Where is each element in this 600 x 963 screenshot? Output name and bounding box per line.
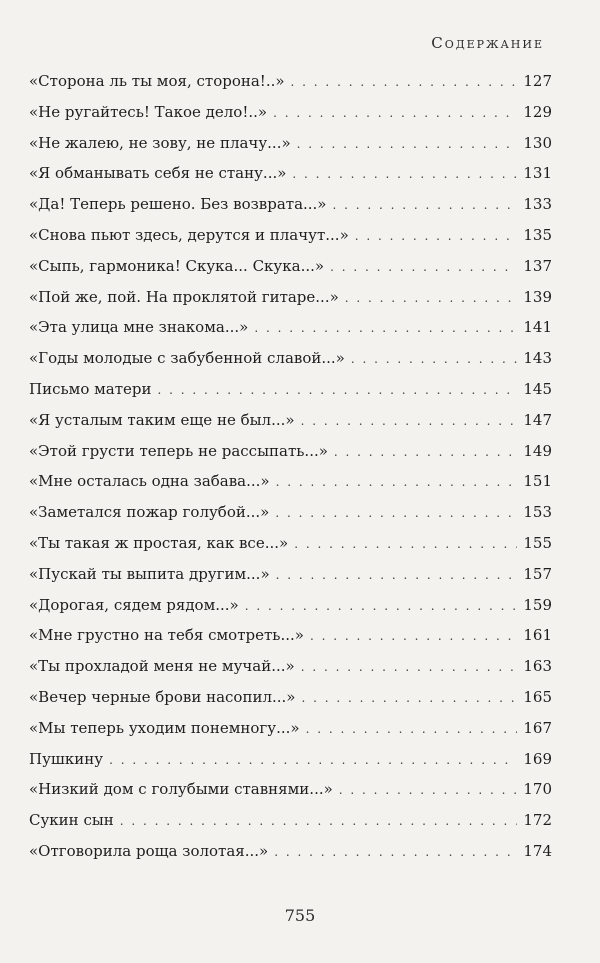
toc-entry-title: «Отговорила роща золотая...»: [29, 841, 269, 860]
dot-leader: [297, 129, 518, 160]
toc-entry-page: 159: [523, 595, 552, 614]
toc-entry-page: 139: [523, 287, 552, 306]
toc-entry-page: 167: [523, 718, 552, 737]
toc-entry-page: 149: [523, 441, 552, 460]
toc-entry: [29, 220, 552, 251]
toc-entry-page: 153: [523, 503, 552, 522]
toc-entry-page: 163: [523, 657, 552, 676]
toc-entry-title: «Годы молодые с забубенной славой...»: [29, 349, 345, 368]
toc-entry: [29, 744, 552, 775]
toc-entry-title: «Пой же, пой. На проклятой гитаре...»: [29, 287, 339, 306]
toc-entry-page: 143: [523, 349, 552, 368]
toc-entry-page: 127: [523, 72, 552, 90]
toc-entry-page: 133: [523, 195, 552, 214]
toc-entry-title: «Дорогая, сядем рядом...»: [29, 595, 239, 614]
toc-entry-title: «Я обманывать себя не стану...»: [29, 164, 287, 183]
toc-entry-title: «Не ругайтесь! Такое дело!..»: [29, 102, 268, 121]
toc-entry: [29, 66, 552, 97]
toc-entry-title: «Сыпь, гармоника! Скука... Скука...»: [29, 256, 325, 275]
toc-entry: [29, 436, 552, 467]
toc-entry: [29, 158, 552, 189]
dot-leader: [109, 745, 517, 776]
toc-entry-page: 137: [523, 256, 552, 275]
toc-entry: [29, 805, 552, 836]
toc-entry-title: «Да! Теперь решено. Без возврата...»: [29, 195, 327, 214]
toc-entry-page: 135: [523, 225, 552, 244]
toc-entry: [29, 251, 552, 282]
toc-entry-title: «Ты прохладой меня не мучай...»: [29, 657, 295, 676]
toc-entry-page: 147: [523, 410, 552, 429]
dot-leader: [333, 190, 518, 221]
dot-leader: [334, 437, 517, 468]
toc-entry: [29, 466, 552, 497]
toc-entry-page: 170: [523, 780, 552, 799]
toc-entry-title: «Мне грустно на тебя смотреть...»: [29, 626, 304, 645]
table-of-contents: [29, 66, 552, 867]
toc-entry: [29, 651, 552, 682]
toc-entry: [29, 128, 552, 159]
dot-leader: [291, 67, 518, 98]
toc-entry-title: «Вечер черные брови насопил...»: [29, 687, 296, 706]
toc-entry-title: «Этой грусти теперь не рассыпать...»: [29, 441, 328, 460]
dot-leader: [294, 529, 517, 560]
toc-entry-title: «Низкий дом с голубыми ставнями...»: [29, 780, 333, 799]
toc-entry-page: 131: [523, 164, 552, 183]
dot-leader: [276, 560, 518, 591]
dot-leader: [158, 375, 518, 406]
toc-entry-title: «Мы теперь уходим понемногу...»: [29, 718, 300, 737]
dot-leader: [355, 221, 518, 252]
toc-entry-title: Письмо матери: [29, 379, 152, 398]
dot-leader: [245, 591, 518, 622]
toc-entry: [29, 405, 552, 436]
dot-leader: [306, 714, 518, 745]
toc-entry-page: 172: [523, 811, 552, 830]
toc-entry-page: 145: [523, 379, 552, 398]
dot-leader: [330, 252, 517, 283]
toc-entry: [29, 497, 552, 528]
toc-entry: [29, 282, 552, 313]
toc-entry-page: 165: [523, 687, 552, 706]
toc-entry-title: Пушкину: [29, 749, 104, 768]
dot-leader: [345, 283, 518, 314]
toc-entry: [29, 559, 552, 590]
dot-leader: [254, 313, 517, 344]
toc-entry-page: 130: [523, 133, 552, 152]
toc-entry-title: «Я усталым таким еще не был...»: [29, 410, 295, 429]
dot-leader: [301, 406, 518, 437]
toc-entry-page: 151: [523, 472, 552, 491]
toc-entry: [29, 682, 552, 713]
toc-entry-title: Сукин сын: [29, 811, 114, 830]
toc-entry: [29, 620, 552, 651]
dot-leader: [301, 683, 517, 714]
dot-leader: [276, 467, 518, 498]
toc-entry-title: «Сторона ль ты моя, сторона!..»: [29, 72, 285, 90]
toc-entry: [29, 343, 552, 374]
dot-leader: [351, 344, 518, 375]
toc-entry-page: 141: [523, 318, 552, 337]
toc-entry: [29, 312, 552, 343]
toc-entry-title: «Снова пьют здесь, дерутся и плачут...»: [29, 225, 349, 244]
dot-leader: [120, 806, 518, 837]
dot-leader: [275, 498, 517, 529]
toc-entry-page: 169: [523, 749, 552, 768]
page-number: 755: [284, 906, 316, 925]
toc-entry: [29, 528, 552, 559]
toc-entry: [29, 774, 552, 805]
dot-leader: [273, 98, 517, 129]
toc-entry: [29, 189, 552, 220]
toc-entry-title: «Мне осталась одна забава...»: [29, 472, 270, 491]
toc-entry-page: 157: [523, 564, 552, 583]
toc-entry-title: «Пускай ты выпита другим...»: [29, 564, 270, 583]
toc-entry: [29, 713, 552, 744]
toc-entry-page: 161: [523, 626, 552, 645]
toc-entry-page: 155: [523, 533, 552, 552]
dot-leader: [274, 837, 517, 868]
toc-entry-title: «Ты такая ж простая, как все...»: [29, 533, 289, 552]
toc-entry: [29, 590, 552, 621]
toc-entry-page: 174: [523, 841, 552, 860]
toc-entry: [29, 836, 552, 867]
dot-leader: [339, 775, 518, 806]
dot-leader: [310, 621, 517, 652]
running-head: Содержание: [431, 34, 544, 52]
toc-entry-title: «Эта улица мне знакома...»: [29, 318, 249, 337]
toc-entry: [29, 374, 552, 405]
dot-leader: [301, 652, 518, 683]
toc-entry-page: 129: [523, 102, 552, 121]
toc-entry-title: «Не жалею, не зову, не плачу...»: [29, 133, 291, 152]
toc-entry: [29, 97, 552, 128]
dot-leader: [292, 159, 517, 190]
toc-entry-title: «Заметался пожар голубой...»: [29, 503, 270, 522]
